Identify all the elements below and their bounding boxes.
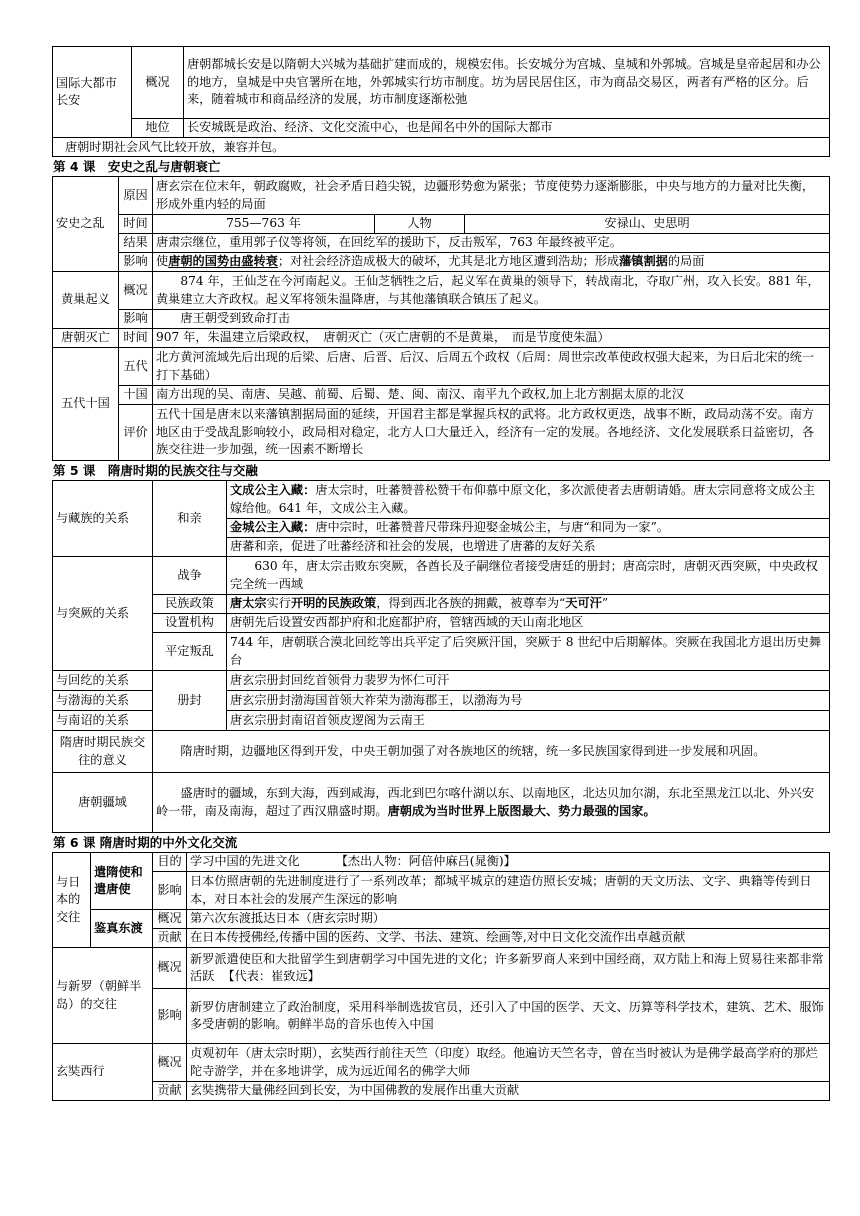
label-cell: 影响 [119,253,153,272]
label-cell: 概况 [119,272,153,310]
content-cell: 唐王朝受到致命打击 [153,310,830,329]
topic-cell: 唐朝疆域 [53,773,153,833]
content-cell: 744 年，唐朝联合漠北回纥等出兵平定了后突厥汗国，突厥于 8 世纪中后期解体。突厥在我国北方退出历史舞台 [227,633,830,671]
subtopic-cell: 鉴真东渡 [91,910,153,948]
label-cell: 设置机构 [153,614,227,633]
content-cell [227,481,830,519]
topic-cell: 与渤海的关系 [53,691,153,711]
changan-table [52,46,830,138]
key-phrase: 金城公主入藏： [230,520,316,535]
topic-cell: 与南诏的关系 [53,711,153,731]
key-phrase: 天可汗 [565,596,602,611]
content-cell: 755—763 年 [153,215,375,234]
label-cell: 册封 [153,671,227,731]
content-cell: 唐朝先后设置安西都护府和北庭都护府，管辖西域的天山南北地区 [227,614,830,633]
content-cell: 五代十国是唐末以来藩镇割据局面的延续，开国君主都是掌握兵权的武将。北方政权更迭，战事不断，政局动荡不安。南方地区由于受战乱影响较小，政局相对稳定，北方人口大量迁入，经济有一定的发展。各地经济、文化发展联系日益密切，各族交往进一步加强，统一因素不断增长 [153,405,830,461]
content-cell: 唐玄宗在位末年，朝政腐败，社会矛盾日趋尖锐，边疆形势愈为紧张；节度使势力逐渐膨胀，中央与地方的力量对比失衡，形成外重内轻的局面 [153,177,830,215]
content-cell [187,948,830,989]
topic-cell: 与日本的交往 [53,853,91,948]
subtopic-cell: 遣隋使和遣唐使 [91,853,153,910]
text-fragment: 【代表：崔致远】 [222,969,320,983]
content-cell [187,853,830,872]
topic-cell: 黄巢起义 [53,272,119,329]
content-cell [153,773,830,833]
topic-cell: 与回纥的关系 [53,671,153,691]
lesson-4-heading: 第 4 课 安史之乱与唐朝衰亡 [53,159,221,174]
lesson-5-heading: 第 5 课 隋唐时期的民族交往与交融 [53,463,258,478]
content-cell: 隋唐时期，边疆地区得到开发，中央王朝加强了对各族地区的统辖，统一多民族国家得到进一步发展和巩固。 [153,731,830,773]
text-fragment: ；对社会经济造成极大的破坏，尤其是北方地区遭到浩劫；形成 [277,254,620,269]
text-fragment: ” [601,596,609,611]
topic-cell: 与藏族的关系 [53,481,153,557]
label-cell: 时间 [119,215,153,234]
label-cell: 概况 [132,47,184,119]
topic-cell: 玄奘西行 [53,1044,153,1101]
label-cell: 原因 [119,177,153,215]
text-fragment: ，得到西北各族的拥戴，被尊奉为“ [376,596,566,611]
text-fragment: 新罗派遣使臣和大批留学生到唐朝学习中国先进的文化；许多新罗商人来到中国经商，双方陆上和海上贸易往来都非常活跃 [190,951,824,983]
content-cell [153,253,830,272]
text-fragment: 学习中国的先进文化 [190,854,300,869]
label-cell: 概况 [153,910,187,929]
label-cell: 时间 [119,329,153,348]
text-fragment: 盛唐时的疆域，东到大海，西到咸海，西北到巴尔喀什湖以东、以南地区，北达贝加尔湖，东北至黑龙江以北、外兴安岭一带，南及南海，超过了西汉鼎盛时期。 [156,786,815,818]
content-cell: 唐玄宗册封渤海国首领大祚荣为渤海郡王，以渤海为号 [227,691,830,711]
content-cell: 北方黄河流域先后出现的后梁、后唐、后晋、后汉、后周五个政权（后周：周世宗改革使政权强大起来，为日后北宋的统一打下基础） [153,348,830,386]
label-cell: 影响 [153,872,187,910]
label-cell: 人物 [375,215,465,234]
lesson-6-heading: 第 6 课 隋唐时期的中外文化交流 [53,835,238,850]
text-fragment: 使 [156,254,169,269]
key-phrase: 唐太宗 [230,596,267,611]
label-cell: 和亲 [153,481,227,557]
content-cell: 630 年，唐太宗击败东突厥，各酋长及子嗣继位者接受唐廷的册封；唐高宗时，唐朝灭西突厥，中央政权完全统一西域 [227,557,830,595]
text-fragment: 实行 [266,596,291,611]
key-phrase: 文成公主入藏： [230,483,316,497]
topic-cell: 唐朝灭亡 [53,329,119,348]
lesson-6-table [52,852,830,1101]
content-cell: 874 年，王仙芝在今河南起义。王仙芝牺牲之后，起义军在黄巢的领导下，转战南北，夺取广州，攻入长安。881 年，黄巢建立大齐政权。起义军将领朱温降唐，与其他藩镇联合镇压了起义。 [153,272,830,310]
content-cell: 新罗仿唐制建立了政治制度，采用科举制选拔官员，还引入了中国的医学、天文、历算等科学技术，建筑、艺术、服饰多受唐朝的影响。朝鲜半岛的音乐也传入中国 [187,989,830,1044]
content-cell: 南方出现的吴、南唐、吴越、前蜀、后蜀、楚、闽、南汉、南平九个政权,加上北方割据太原的北汉 [153,386,830,405]
content-cell: 唐玄宗册封回纥首领骨力裴罗为怀仁可汗 [227,671,830,691]
label-cell: 结果 [119,234,153,253]
topic-cell: 安史之乱 [53,177,119,272]
content-cell: 唐蕃和亲，促进了吐蕃经济和社会的发展，也增进了唐蕃的友好关系 [227,538,830,557]
lesson-5-table [52,480,830,833]
label-cell: 民族政策 [153,595,227,614]
content-cell: 907 年，朱温建立后梁政权， 唐朝灭亡（灭亡唐朝的不是黄巢， 而是节度使朱温） [153,329,830,348]
content-cell: 安禄山、史思明 [465,215,830,234]
content-cell: 第六次东渡抵达日本（唐玄宗时期） [187,910,830,929]
summary-note: 唐朝时期社会风气比较开放，兼容并包。 [52,138,830,157]
topic-cell: 与新罗（朝鲜半岛）的交往 [53,948,153,1044]
topic-cell: 国际大都市长安 [53,47,132,138]
lesson-4-table [52,176,830,461]
text-fragment: 唐中宗时，吐蕃赞普尺带珠丹迎娶金城公主，与唐“和同为一家”。 [315,520,670,535]
content-cell [227,519,830,538]
key-phrase: 藩镇割据 [619,254,668,269]
label-cell: 贡献 [153,929,187,948]
label-cell: 贡献 [153,1082,187,1101]
label-cell: 五代 [119,348,153,386]
content-cell: 在日本传授佛经,传播中国的医药、文学、书法、建筑、绘画等,对中日文化交流作出卓越贡献 [187,929,830,948]
topic-cell: 五代十国 [53,348,119,461]
label-cell: 平定叛乱 [153,633,227,671]
content-cell: 唐肃宗继位，重用郭子仪等将领，在回纥军的援助下，反击叛军，763 年最终被平定。 [153,234,830,253]
content-cell: 唐玄宗册封南诏首领皮逻阁为云南王 [227,711,830,731]
label-cell: 影响 [119,310,153,329]
content-cell: 长安城既是政治、经济、文化交流中心，也是闻名中外的国际大都市 [184,119,830,138]
content-cell: 贞观初年（唐太宗时期），玄奘西行前往天竺（印度）取经。他遍访天竺名寺，曾在当时被认为是佛学最高学府的那烂陀寺游学，并在多地讲学，成为远近闻名的佛学大师 [187,1044,830,1082]
content-cell [227,595,830,614]
content-cell: 玄奘携带大量佛经回到长安，为中国佛教的发展作出重大贡献 [187,1082,830,1101]
label-cell: 概况 [153,1044,187,1082]
key-phrase: 开明的民族政策 [290,596,377,611]
content-cell: 唐朝都城长安是以隋朝大兴城为基础扩建而成的，规模宏伟。长安城分为宫城、皇城和外郭城。宫城是皇帝起居和办公的地方，皇城是中央官署所在地，外郭城实行坊市制度。坊为居民居住区，市为商品交易区，两者有严格的区分。后来，随着城市和商品经济的发展，坊市制度逐渐松弛 [184,47,830,119]
text-fragment: 唐太宗时，吐蕃赞普松赞干布仰慕中原文化，多次派使者去唐朝请婚。唐太宗同意将文成公主嫁给他。641 年，文成公主入藏。 [230,483,815,515]
label-cell: 十国 [119,386,153,405]
key-phrase: 唐朝的国势由盛转衰 [168,254,278,269]
study-notes-page [52,46,830,1101]
label-cell: 目的 [153,853,187,872]
text-fragment: 【杰出人物：阿倍仲麻吕(晁衡)】 [335,854,516,869]
label-cell: 地位 [132,119,184,138]
content-cell: 日本仿照唐朝的先进制度进行了一系列改革；都城平城京的建造仿照长安城；唐朝的天文历法、文字、典籍等传到日本，对日本社会的发展产生深远的影响 [187,872,830,910]
label-cell: 战争 [153,557,227,595]
topic-cell: 隋唐时期民族交往的意义 [53,731,153,773]
label-cell: 影响 [153,989,187,1044]
topic-cell: 与突厥的关系 [53,557,153,671]
label-cell: 评价 [119,405,153,461]
text-fragment: 的局面 [667,254,705,269]
label-cell: 概况 [153,948,187,989]
key-phrase: 唐朝成为当时世界上版图最大、势力最强的国家。 [387,803,656,818]
